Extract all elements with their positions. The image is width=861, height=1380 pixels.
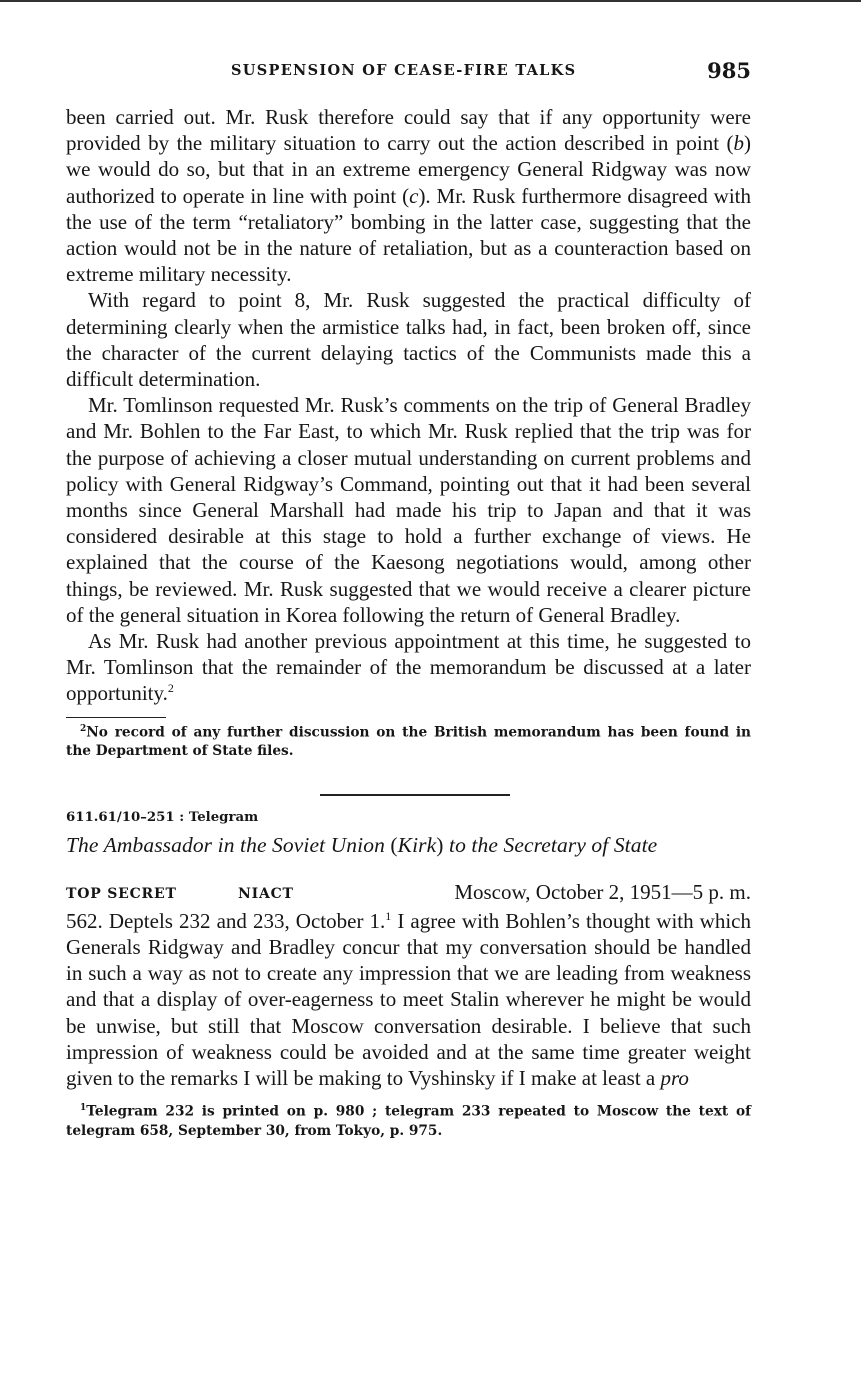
footnote <box>66 720 751 762</box>
top-border <box>0 0 861 2</box>
classification: TOP SECRET <box>66 885 177 902</box>
italic-text: c <box>409 183 419 208</box>
memorandum-text <box>66 104 751 707</box>
text-run: Kirk <box>397 832 437 857</box>
footnote-reference: 1 <box>385 908 392 923</box>
footnote-rule <box>66 717 166 718</box>
text-run: ) <box>436 832 444 857</box>
place-date: Moscow, October 2, 1951—5 p. m. <box>454 879 751 904</box>
text-run: With regard to point 8, Mr. Rusk suggested the practical difficulty of determining clearly when the armistice talks had, in fact, been broken off, since the character of the current delaying tactics of the Communists made this a difficult determination. <box>66 288 751 392</box>
dateline <box>66 880 751 908</box>
text-run: As Mr. Rusk had another previous appointment at this time, he suggested to Mr. Tomlinson that the remainder of the memorandum be discussed at a later opportunity. <box>66 629 751 706</box>
italic-text: b <box>733 131 744 156</box>
text-run: ). Mr. Rusk furthermore disagreed with the use of the term “retaliatory” bombing in the latter case, suggesting that the action would not be in the nature of retaliation, but as a counteraction based on extreme military necessity. <box>66 183 752 287</box>
file-reference: 611.61/10–251 : Telegram <box>66 809 259 825</box>
footnote-text: No record of any further discussion on the British memorandum has been found in the Department of State files. <box>66 724 751 760</box>
paragraph <box>66 628 751 707</box>
text-run: to the Secretary of State <box>443 832 658 857</box>
paragraph <box>66 392 751 628</box>
text-run: Mr. Tomlinson requested Mr. Rusk’s comments on the trip of General Bradley and Mr. Bohlen to the Far East, to which Mr. Rusk replied that the trip was for the purpose of achieving a closer mutual understanding on current problems and policy with General Ridgway’s Command, pointing out that it had been several months since General Marshall had made his trip to Japan and that it was considered desirable at this stage to hold a further exchange of views. He explained that the course of the Kaesong negotiations would, among other things, be reviewed. Mr. Rusk suggested that we would receive a clearer picture of the general situation in Korea following the return of General Bradley. <box>66 393 751 627</box>
document-title <box>66 833 751 858</box>
text-run: I agree with Bohlen’s thought with which Generals Ridgway and Bradley concur that my conversation should be handled in such a way as not to create any impression that we are leading from weakness and that a display of over-eagerness to meet Stalin wherever he might be would be unwise, but still that Moscow conversation desirable. I believe that such impression of weakness could be avoided and at the same time greater weight given to the remarks I will be making to Vyshinsky if I make at least a <box>66 908 752 1090</box>
section-separator <box>320 794 510 796</box>
italic-text: pro <box>660 1065 689 1090</box>
text-run: The Ambassador in the Soviet Union <box>66 832 391 857</box>
precedence: NIACT <box>238 885 294 902</box>
running-head <box>66 58 751 88</box>
text-run: 562. Deptels 232 and 233, October 1. <box>66 908 386 933</box>
footnote-marker: 2 <box>80 723 87 734</box>
footnote <box>66 1099 751 1141</box>
text-run: been carried out. Mr. Rusk therefore could say that if any opportunity were provided by the military situation to carry out the action described in point ( <box>66 105 751 156</box>
footnote-reference: 2 <box>167 681 174 696</box>
paragraph <box>66 287 751 392</box>
text-run: ) we would do so, but that in an extreme emergency General Ridgway was now authorized to operate in line with point ( <box>66 131 751 208</box>
page-number: 985 <box>707 58 751 83</box>
paragraph <box>66 908 751 1091</box>
paragraph <box>66 104 751 287</box>
telegram-text <box>66 908 751 1091</box>
text-run: ( <box>390 832 398 857</box>
running-head-title: SUSPENSION OF CEASE-FIRE TALKS <box>231 62 577 79</box>
footnote-text: Telegram 232 is printed on p. 980 ; telegram 233 repeated to Moscow the text of telegram 658, September 30, from Tokyo, p. 975. <box>66 1103 751 1139</box>
document-page <box>66 58 751 1141</box>
footnote-marker: 1 <box>80 1103 87 1114</box>
